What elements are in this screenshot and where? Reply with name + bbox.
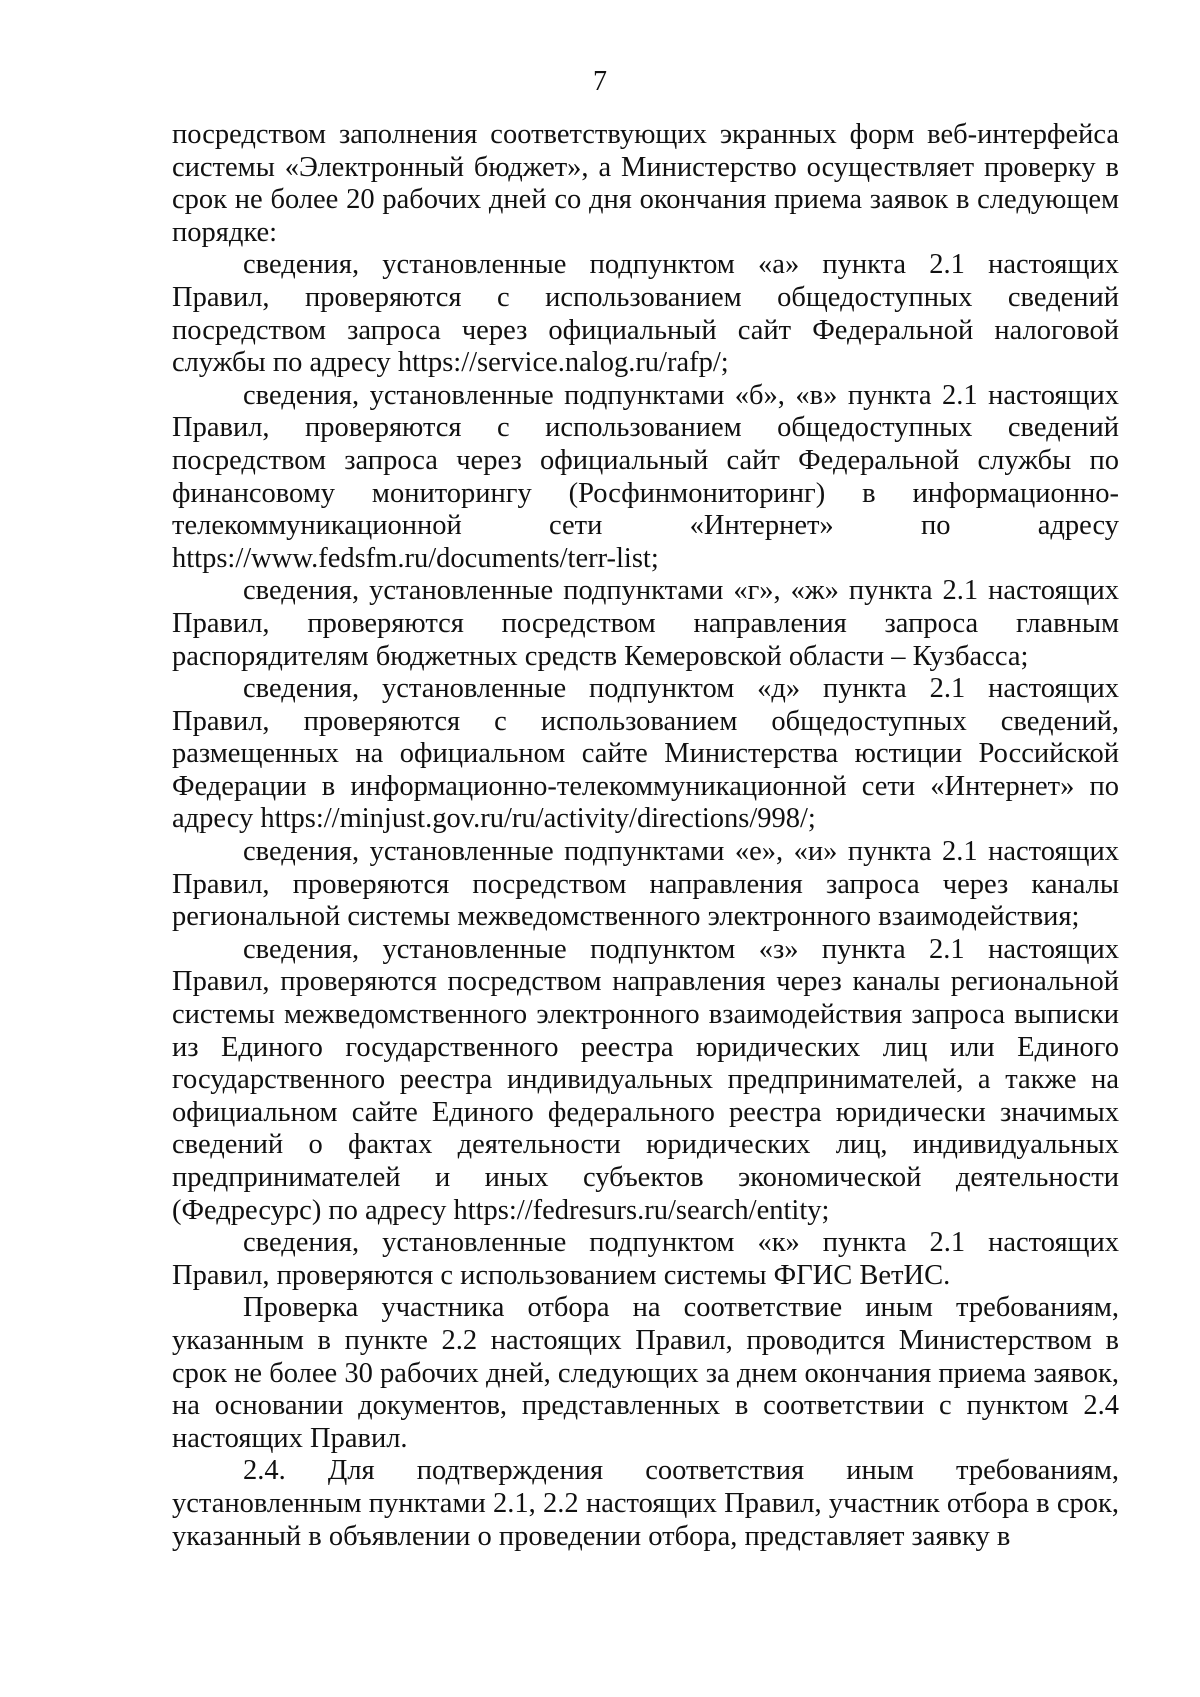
- document-body: [172, 119, 1119, 1553]
- paragraph-item-g-zh: сведения, установленные подпунктами «г», «ж» пункта 2.1 настоящих Правил, проверяются посредством направления запроса главным распорядителям бюджетных средств Кемеровской области – Кузбасса;: [172, 575, 1119, 672]
- paragraph-item-z: сведения, установленные подпунктом «з» пункта 2.1 настоящих Правил, проверяются посредством направления через каналы региональной системы межведомственного электронного взаимодействия запроса выписки из Единого государственного реестра юридических лиц или Единого государственного реестра индивидуальных предпринимателей, а также на официальном сайте Единого федерального реестра юридически значимых сведений о фактах деятельности юридических лиц, индивидуальных предпринимателей и иных субъектов экономической деятельности (Федресурс) по адресу https://fedresurs.ru/search/entity;: [172, 933, 1119, 1226]
- paragraph-verification: Проверка участника отбора на соответствие иным требованиям, указанным в пункте 2.2 настоящих Правил, проводится Министерством в срок не более 30 рабочих дней, следующих за днем окончания приема заявок, на основании документов, представленных в соответствии с пунктом 2.4 настоящих Правил.: [172, 1292, 1119, 1454]
- paragraph-item-b-v: сведения, установленные подпунктами «б», «в» пункта 2.1 настоящих Правил, проверяются с использованием общедоступных сведений посредством запроса через официальный сайт Федеральной службы по финансовому мониторингу (Росфинмониторинг) в информационно-телекоммуникационной сети «Интернет» по адресу https://www.fedsfm.ru/documents/terr-list;: [172, 379, 1119, 574]
- paragraph-item-k: сведения, установленные подпунктом «к» пункта 2.1 настоящих Правил, проверяются с использованием системы ФГИС ВетИС.: [172, 1227, 1119, 1291]
- paragraph-item-e-i: сведения, установленные подпунктами «е», «и» пункта 2.1 настоящих Правил, проверяются посредством направления запроса через каналы региональной системы межведомственного электронного взаимодействия;: [172, 836, 1119, 933]
- paragraph-item-d: сведения, установленные подпунктом «д» пункта 2.1 настоящих Правил, проверяются с использованием общедоступных сведений, размещенных на официальном сайте Министерства юстиции Российской Федерации в информационно-телекоммуникационной сети «Интернет» по адресу https://minjust.gov.ru/ru/activity/directions/998/;: [172, 673, 1119, 835]
- page-number: 7: [593, 66, 607, 97]
- paragraph-section-2-4: 2.4. Для подтверждения соответствия иным требованиям, установленным пунктами 2.1, 2.2 настоящих Правил, участник отбора в срок, указанный в объявлении о проведении отбора, представляет заявку в: [172, 1455, 1119, 1552]
- paragraph-item-a: сведения, установленные подпунктом «а» пункта 2.1 настоящих Правил, проверяются с использованием общедоступных сведений посредством запроса через официальный сайт Федеральной налоговой службы по адресу https://service.nalog.ru/rafp/;: [172, 249, 1119, 379]
- paragraph-continuation: посредством заполнения соответствующих экранных форм веб-интерфейса системы «Электронный бюджет», а Министерство осуществляет проверку в срок не более 20 рабочих дней со дня окончания приема заявок в следующем порядке:: [172, 119, 1119, 248]
